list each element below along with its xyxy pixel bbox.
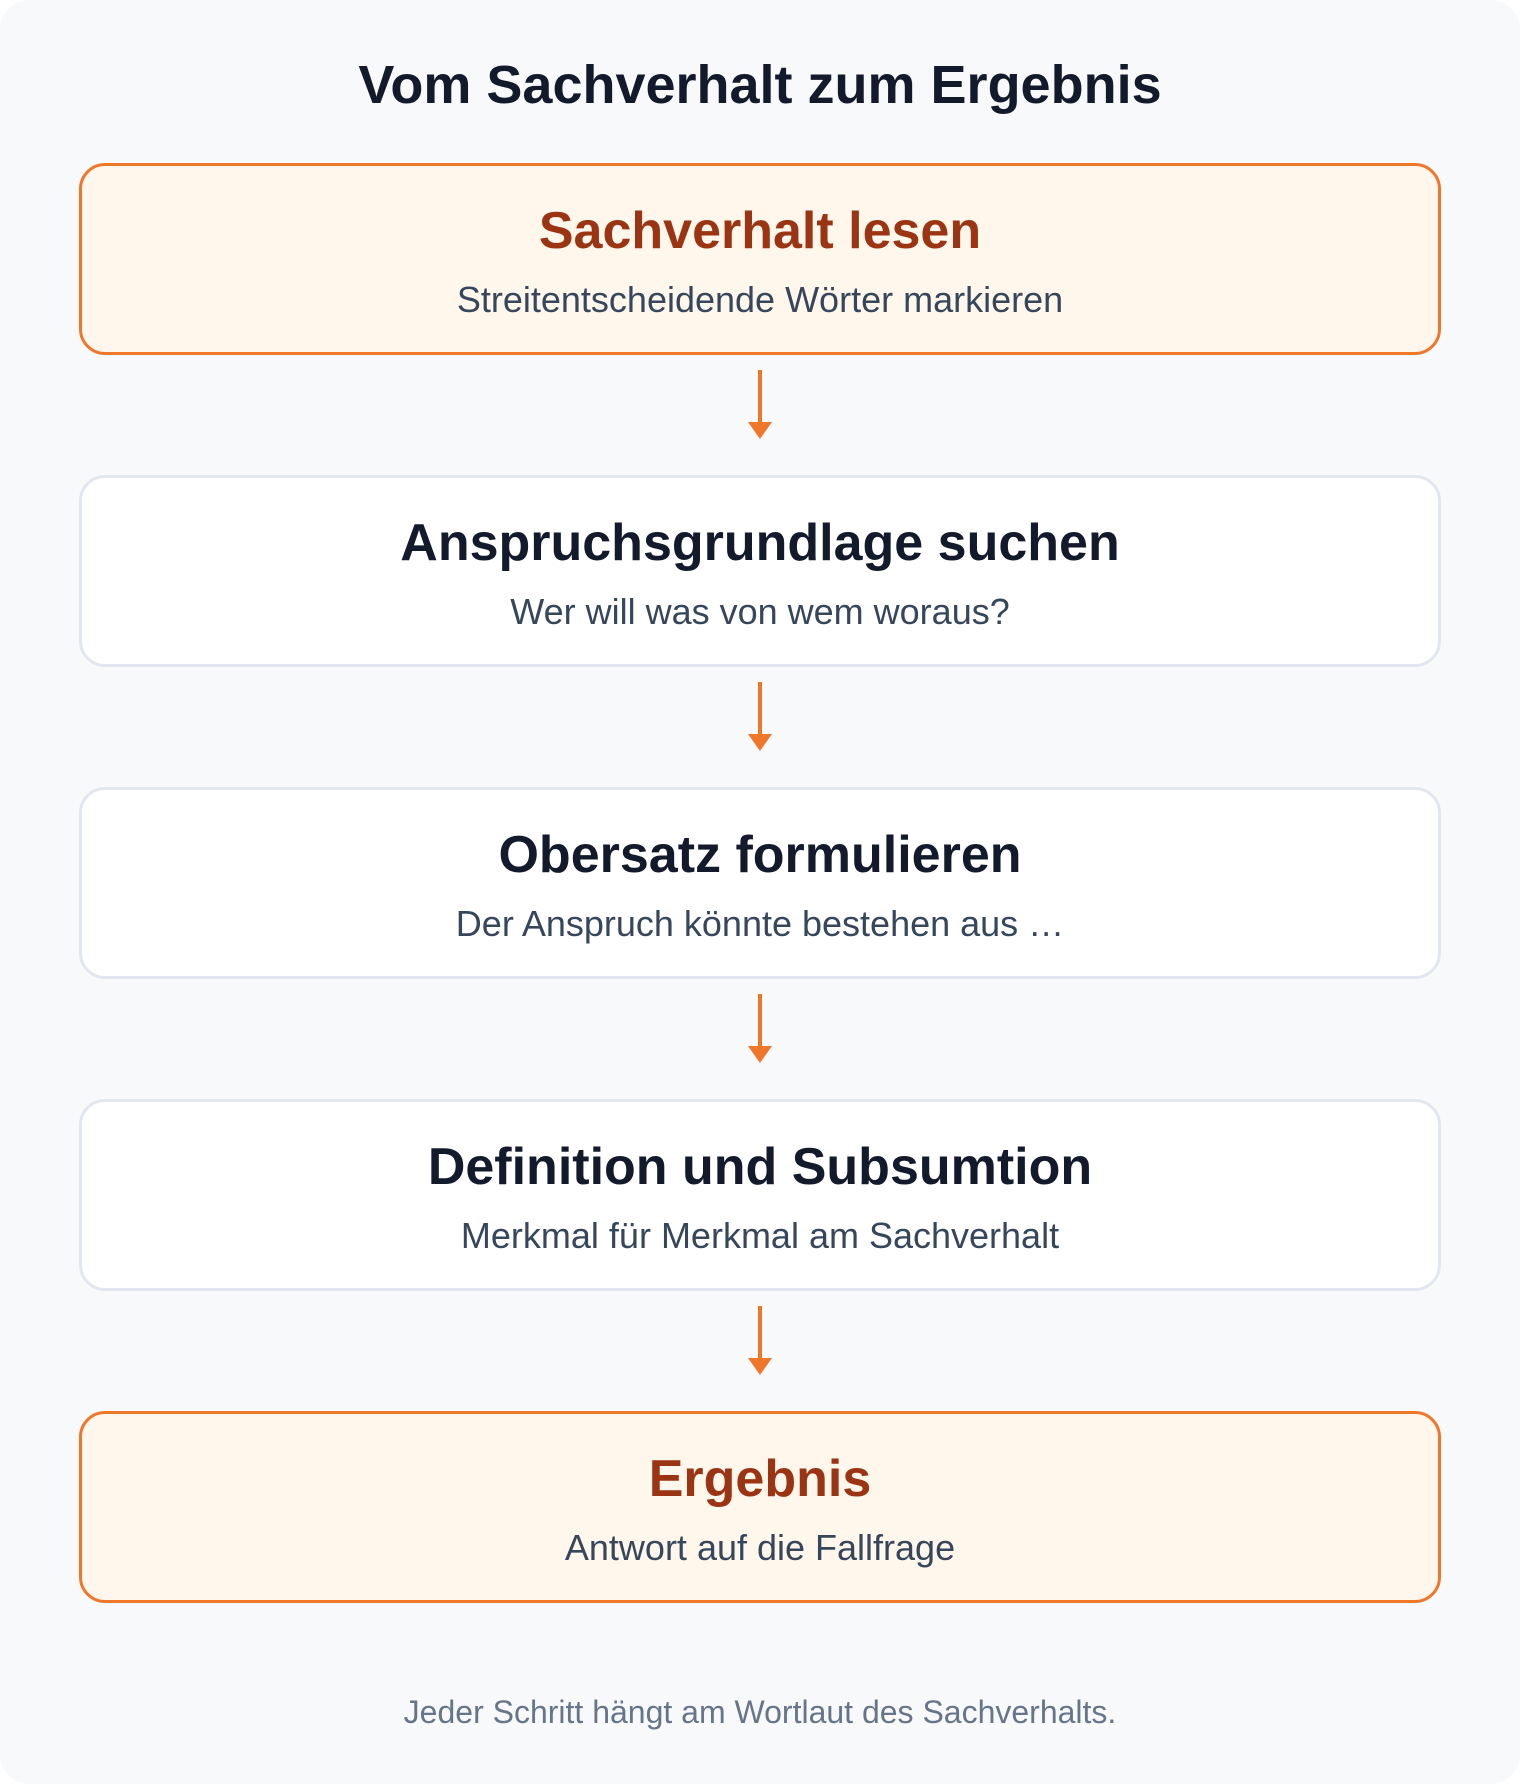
diagram-footnote: Jeder Schritt hängt am Wortlaut des Sachverhalts. [403,1694,1117,1730]
step-title: Definition und Subsumtion [427,1138,1093,1196]
step-subtitle: Merkmal für Merkmal am Sachverhalt [460,1215,1060,1256]
step-subtitle: Der Anspruch könnte bestehen aus … [455,903,1065,944]
step-subtitle: Wer will was von wem woraus? [510,591,1010,632]
step-title: Obersatz formulieren [498,826,1022,884]
step-title: Anspruchsgrundlage suchen [400,514,1120,572]
step-definition-und-subsumtion [79,1099,1441,1291]
arrow-down-icon [747,370,773,440]
step-sachverhalt-lesen [79,163,1441,355]
step-ergebnis [79,1411,1441,1603]
step-title: Sachverhalt lesen [538,202,982,260]
step-subtitle: Streitentscheidende Wörter markieren [456,279,1064,320]
arrow-down-icon [747,682,773,752]
step-obersatz-formulieren [79,787,1441,979]
step-subtitle: Antwort auf die Fallfrage [564,1527,956,1568]
arrow-down-icon [747,1306,773,1376]
diagram-title: Vom Sachverhalt zum Ergebnis [358,55,1162,115]
step-anspruchsgrundlage-suchen [79,475,1441,667]
arrow-down-icon [747,994,773,1064]
step-title: Ergebnis [648,1450,872,1508]
